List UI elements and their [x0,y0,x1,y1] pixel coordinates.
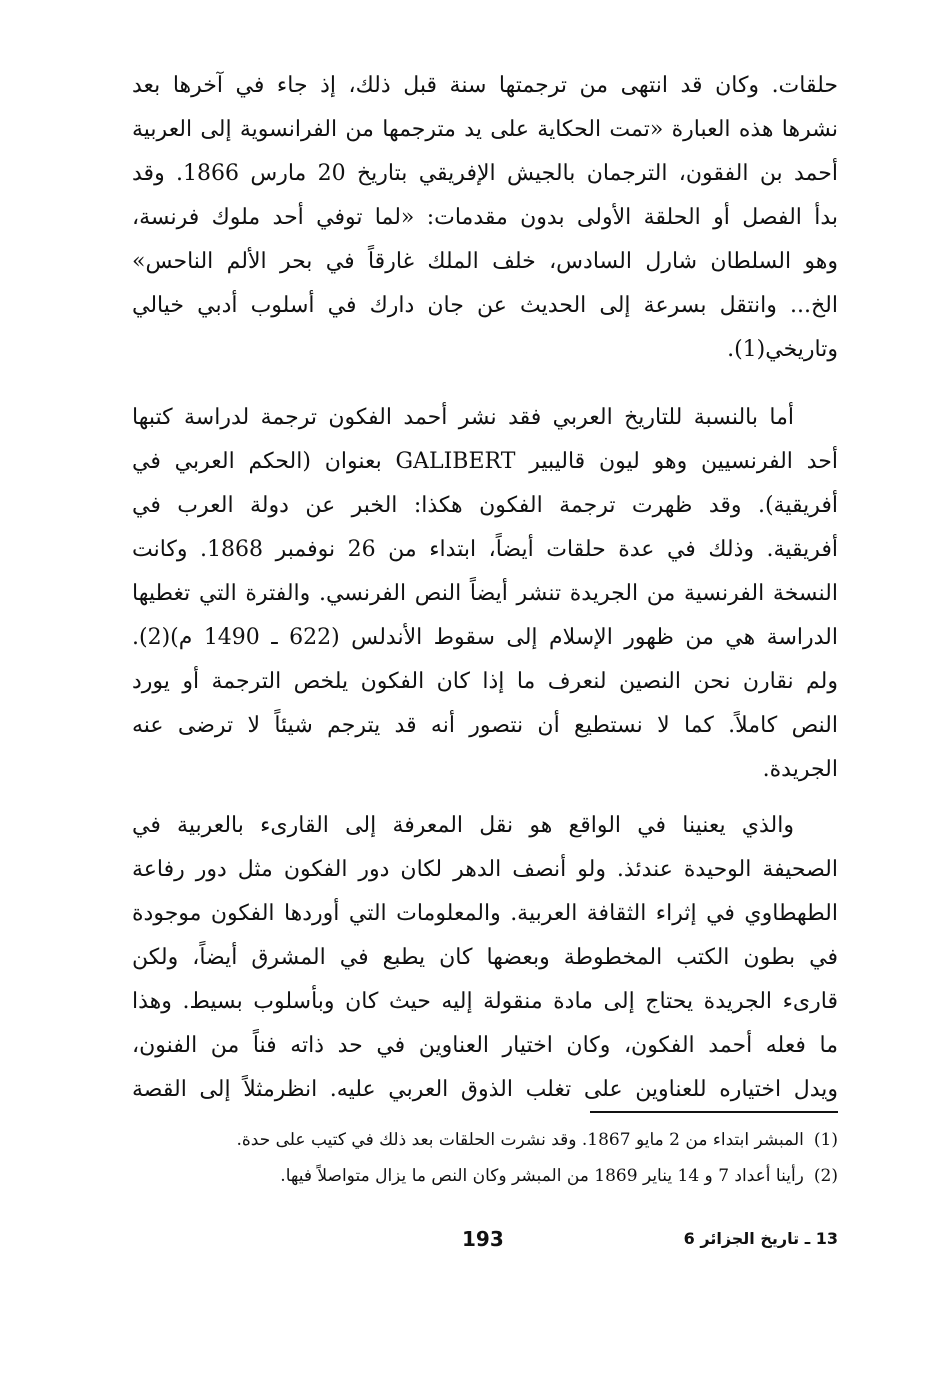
text-line: ويدل اختياره للعناوين على تغلب الذوق العربي عليه. انظرمثلاً إلى القصة [132,1077,838,1102]
text-line: في بطون الكتب المخطوطة وبعضها كان يطبع في المشرق أيضاً، ولكن [132,945,838,970]
text-line: الصحيفة الوحيدة عندئذ. ولو أنصف الدهر لكان دور الفكون مثل دور رفاعة [132,857,838,882]
page-number: 193 [462,1227,504,1251]
text-line: الطهطاوي في إثراء الثقافة العربية. والمعلومات التي أوردها الفكون موجودة [132,901,838,926]
text-line: أفريقية. وذلك في عدة حلقات أيضاً، ابتداء من 26 نوفمبر 1868. وكانت [132,537,838,562]
text-line: والذي يعنينا في الواقع هو نقل المعرفة إلى القارىء بالعربية في [132,813,794,838]
text-line: النص كاملاً. كما لا نستطيع أن نتصور أنه قد يترجم شيئاً لا ترضى عنه [132,713,838,738]
text-line: ما فعله أحمد الفكون، وكان اختيار العناوين في حد ذاته فناً من الفنون، [132,1033,838,1058]
footnotes [132,1122,838,1194]
paragraph-1 [132,64,838,372]
text-line: ولم نقارن نحن النصين لنعرف ما إذا كان الفكون يلخص الترجمة أو يورد [132,669,838,694]
page-footer [132,1224,838,1254]
paragraph-2 [132,396,838,792]
footnote-1 [132,1122,838,1158]
text-line: أما بالنسبة للتاريخ العربي فقد نشر أحمد الفكون ترجمة لدراسة كتبها [132,405,794,430]
text-line: بدأ الفصل أو الحلقة الأولى بدون مقدمات: «لما توفي أحد ملوك فرنسة، [132,205,838,230]
footnote-number: (2) [813,1166,838,1186]
text-line: نشرها هذه العبارة «تمت الحكاية على يد مترجمها من الفرانسوية إلى العربية [132,117,838,142]
paragraph-3 [132,804,838,1112]
text-line: أحمد بن الفقون، الترجمان بالجيش الإفريقي بتاريخ 20 مارس 1866. وقد [132,161,838,186]
text-line: حلقات. وكان قد انتهى من ترجمتها سنة قبل ذلك، إذ جاء في آخرها بعد [132,73,838,98]
text-line: قارىء الجريدة يحتاج إلى مادة منقولة إليه حيث كان وبأسلوب بسيط. وهذا [132,989,838,1014]
text-line: أحد الفرنسيين وهو ليون قاليبير GALIBERT بعنوان (الحكم العربي في [132,449,838,474]
footnote-number: (1) [813,1130,838,1150]
footnote-2 [132,1158,838,1194]
text-line: الخ... وانتقل بسرعة إلى الحديث عن جان دارك في أسلوب أدبي خيالي [132,293,838,318]
signature-mark: 13 ـ تاريخ الجزائر 6 [683,1229,838,1248]
footnote-text: رأينا أعداد 7 و 14 يناير 1869 من المبشر وكان النص ما يزال متواصلاً فيها. [280,1166,804,1186]
text-line: النسخة الفرنسية من الجريدة تنشر أيضاً النص الفرنسي. والفترة التي تغطيها [132,581,838,606]
footnote-divider [590,1111,838,1113]
footnote-text: المبشر ابتداء من 2 مايو 1867. وقد نشرت الحلقات بعد ذلك في كتيب على حدة. [236,1130,804,1150]
text-line: وهو السلطان شارل السادس، خلف الملك غارقاً في بحر الألم الناحس» [132,249,838,274]
text-line: وتاريخي(1). [727,337,838,362]
text-line: الدراسة هي من ظهور الإسلام إلى سقوط الأندلس (622 ـ 1490 م)(2). [132,625,838,650]
text-line: أفريقية). وقد ظهرت ترجمة الفكون هكذا: الخبر عن دولة العرب في [132,493,838,518]
text-line: الجريدة. [762,757,838,782]
